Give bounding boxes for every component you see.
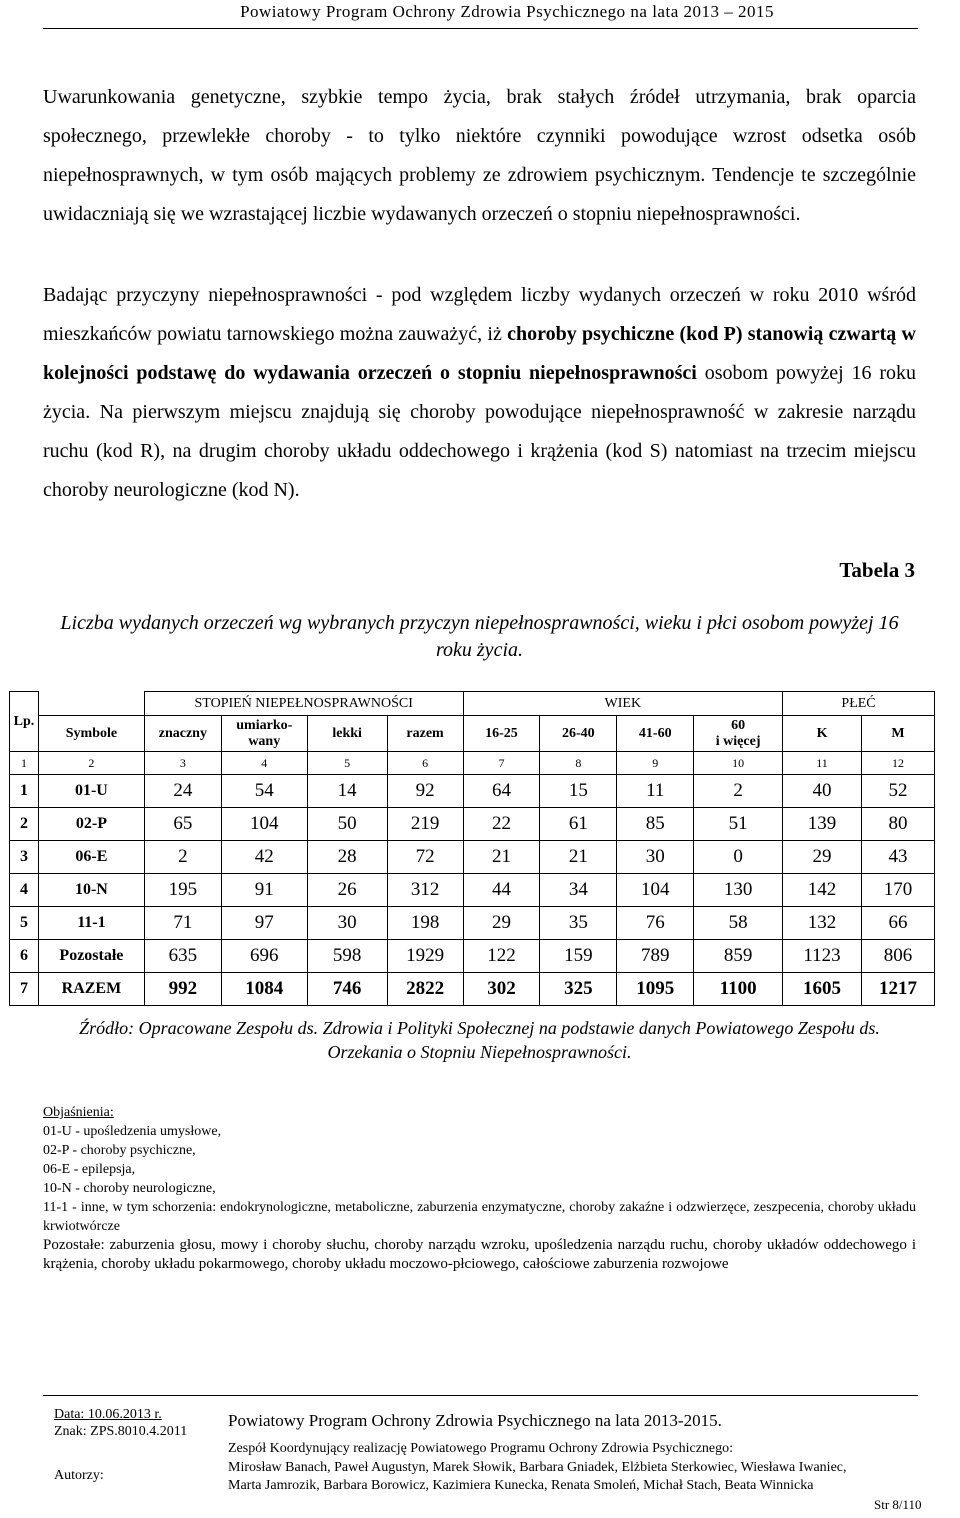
table-cell: 1084	[221, 973, 307, 1006]
table-cell: 0	[694, 841, 783, 874]
table-label: Tabela 3	[839, 558, 915, 582]
col-number: 11	[783, 752, 862, 775]
table-cell: 91	[221, 874, 307, 907]
table-source: Źródło: Opracowane Zespołu ds. Zdrowia i Polityki Społecznej na podstawie danych Powiatowego Zespołu ds. Orzekania o Stopniu Niepełnosprawności.	[79, 1018, 880, 1062]
table-cell: 80	[861, 808, 934, 841]
header-age-60-plus-2: i więcej	[715, 733, 761, 749]
header-znaczny: znaczny	[144, 716, 221, 752]
table-cell: 312	[387, 874, 463, 907]
table-cell: 14	[307, 775, 387, 808]
footer-names-2: Marta Jamrozik, Barbara Borowicz, Kazimiera Kunecka, Renata Smoleń, Michał Stach, Beata Winnicka	[228, 1478, 814, 1493]
note-item: 02-P - choroby psychiczne,	[43, 1143, 196, 1158]
table-cell: 1605	[783, 973, 862, 1006]
table-cell: 54	[221, 775, 307, 808]
table-cell: 746	[307, 973, 387, 1006]
table-cell: 104	[617, 874, 694, 907]
paragraph-analysis-part1: Badając przyczyny niepełnosprawności - pod względem liczby wydanych orzeczeń w roku 2010 wśród mieszkańców powiatu tarnowskiego można zauważyć, iż	[43, 284, 916, 345]
header-divider	[43, 28, 918, 29]
header-age-26-40: 26-40	[540, 716, 617, 752]
col-number: 5	[307, 752, 387, 775]
header-empty	[38, 692, 144, 716]
note-other: Pozostałe: zaburzenia głosu, mowy i choroby słuchu, choroby narządu wzroku, upośledzenia narządu ruchu, choroby układów oddechowego i krążenia, choroby układu pokarmowego, choroby układu moczowo-płciowego, całościowe zaburzenia rozwojowe	[43, 1237, 916, 1272]
table-row	[10, 940, 935, 973]
col-number: 3	[144, 752, 221, 775]
table-row	[10, 973, 935, 1006]
table-cell: 2822	[387, 973, 463, 1006]
table-row	[10, 907, 935, 940]
footer-names-1: Mirosław Banach, Paweł Augustyn, Marek Słowik, Barbara Gniadek, Elżbieta Sterkowiec, Wiesława Iwaniec,	[228, 1460, 847, 1475]
paragraph-analysis	[43, 276, 916, 510]
header-k: K	[783, 716, 862, 752]
page-header-title: Powiatowy Program Ochrony Zdrowia Psychicznego na lata 2013 – 2015	[240, 2, 774, 21]
col-number: 6	[387, 752, 463, 775]
table-cell: 21	[540, 841, 617, 874]
row-symbol: 11-1	[38, 907, 144, 940]
notes-title: Objaśnienia:	[43, 1105, 114, 1120]
table-cell: 29	[463, 907, 540, 940]
header-age-60-plus	[694, 716, 783, 752]
notes-section	[43, 1103, 916, 1274]
table-body	[10, 775, 935, 1006]
table-cell: 170	[861, 874, 934, 907]
table-cell: 92	[387, 775, 463, 808]
table-cell: 65	[144, 808, 221, 841]
table-cell: 198	[387, 907, 463, 940]
table-cell: 859	[694, 940, 783, 973]
table-cell: 1929	[387, 940, 463, 973]
paragraph-analysis-bold: choroby psychiczne (kod P) stanowią czwartą w kolejności podstawę do wydawania orzeczeń o stopniu niepełnosprawności	[43, 323, 916, 384]
col-number: 10	[694, 752, 783, 775]
header-lekki: lekki	[307, 716, 387, 752]
table-cell: 28	[307, 841, 387, 874]
header-umiarkowany-1: umiarko-	[236, 717, 293, 733]
footer-divider	[43, 1395, 918, 1396]
row-symbol: Pozostałe	[38, 940, 144, 973]
table-column-number-row	[10, 752, 935, 775]
row-number: 5	[10, 907, 39, 940]
table-cell: 64	[463, 775, 540, 808]
table-cell: 195	[144, 874, 221, 907]
table-cell: 42	[221, 841, 307, 874]
footer-team: Zespół Koordynujący realizację Powiatowego Programu Ochrony Zdrowia Psychicznego:	[228, 1441, 734, 1456]
header-degree: STOPIEŃ NIEPEŁNOSPRAWNOŚCI	[144, 692, 463, 716]
table-row	[10, 808, 935, 841]
table-cell: 1123	[783, 940, 862, 973]
row-number: 6	[10, 940, 39, 973]
table-cell: 61	[540, 808, 617, 841]
header-lp: Lp.	[10, 692, 39, 752]
table-caption: Liczba wydanych orzeczeń wg wybranych przyczyn niepełnosprawności, wieku i płci osobom powyżej 16 roku życia.	[60, 612, 899, 661]
table-cell: 789	[617, 940, 694, 973]
col-number: 1	[10, 752, 39, 775]
table-cell: 132	[783, 907, 862, 940]
table-cell: 15	[540, 775, 617, 808]
table-cell: 66	[861, 907, 934, 940]
col-number: 4	[221, 752, 307, 775]
table-row	[10, 841, 935, 874]
table-cell: 44	[463, 874, 540, 907]
table-cell: 130	[694, 874, 783, 907]
paragraph-analysis-part3: osobom powyżej 16 roku życia. Na pierwszym miejscu znajdują się choroby powodujące niepełnosprawność w zakresie narządu ruchu (kod R), na drugim choroby układu oddechowego i krążenia (kod S) natomiast na trzecim miejscu choroby neurologiczne (kod N).	[43, 362, 916, 501]
row-symbol: 06-E	[38, 841, 144, 874]
header-razem: razem	[387, 716, 463, 752]
table-cell: 122	[463, 940, 540, 973]
table-cell: 43	[861, 841, 934, 874]
header-symbole: Symbole	[38, 716, 144, 752]
header-age-41-60: 41-60	[617, 716, 694, 752]
row-symbol: 02-P	[38, 808, 144, 841]
table-cell: 58	[694, 907, 783, 940]
col-number: 7	[463, 752, 540, 775]
note-item: 01-U - upośledzenia umysłowe,	[43, 1124, 222, 1139]
table-cell: 635	[144, 940, 221, 973]
table-cell: 72	[387, 841, 463, 874]
disability-table	[9, 691, 935, 1006]
header-age-60-plus-1: 60	[731, 717, 746, 733]
table-cell: 52	[861, 775, 934, 808]
table-cell: 1217	[861, 973, 934, 1006]
header-umiarkowany	[221, 716, 307, 752]
header-age: WIEK	[463, 692, 783, 716]
header-umiarkowany-2: wany	[248, 733, 281, 749]
table-cell: 51	[694, 808, 783, 841]
table-cell: 97	[221, 907, 307, 940]
col-number: 2	[38, 752, 144, 775]
table-cell: 302	[463, 973, 540, 1006]
table-cell: 2	[694, 775, 783, 808]
table-row	[10, 874, 935, 907]
row-symbol: 10-N	[38, 874, 144, 907]
row-number: 1	[10, 775, 39, 808]
row-number: 4	[10, 874, 39, 907]
table-cell: 992	[144, 973, 221, 1006]
row-number: 7	[10, 973, 39, 1006]
table-cell: 22	[463, 808, 540, 841]
footer-authors-label: Autorzy:	[54, 1468, 104, 1483]
col-number: 12	[861, 752, 934, 775]
footer-sign: Znak: ZPS.8010.4.2011	[54, 1424, 188, 1439]
table-cell: 21	[463, 841, 540, 874]
table-group-header-row	[10, 692, 935, 716]
footer-page-number: Str 8/110	[874, 1497, 922, 1512]
table-cell: 139	[783, 808, 862, 841]
table-cell: 598	[307, 940, 387, 973]
table-cell: 11	[617, 775, 694, 808]
table-cell: 24	[144, 775, 221, 808]
table-cell: 29	[783, 841, 862, 874]
header-age-16-25: 16-25	[463, 716, 540, 752]
table-cell: 85	[617, 808, 694, 841]
table-cell: 696	[221, 940, 307, 973]
header-sex: PŁEĆ	[783, 692, 935, 716]
table-cell: 76	[617, 907, 694, 940]
footer-program: Powiatowy Program Ochrony Zdrowia Psychicznego na lata 2013-2015.	[228, 1411, 722, 1430]
row-symbol: 01-U	[38, 775, 144, 808]
table-cell: 50	[307, 808, 387, 841]
table-cell: 325	[540, 973, 617, 1006]
table-cell: 30	[617, 841, 694, 874]
table-cell: 71	[144, 907, 221, 940]
table-cell: 35	[540, 907, 617, 940]
note-item: 11-1 - inne, w tym schorzenia: endokrynologiczne, metaboliczne, zaburzenia enzymatyczne, choroby zakaźne i odzwierzęce, zeszpecenia, choroby układu krwiotwórcze	[43, 1200, 916, 1234]
footer-date: Data: 10.06.2013 r.	[54, 1407, 162, 1422]
header-m: M	[861, 716, 934, 752]
note-item: 10-N - choroby neurologiczne,	[43, 1181, 216, 1196]
paragraph-intro: Uwarunkowania genetyczne, szybkie tempo życia, brak stałych źródeł utrzymania, brak oparcia społecznego, przewlekłe choroby - to tylko niektóre czynniki powodujące wzrost odsetka osób niepełnosprawnych, w tym osób mających problemy ze zdrowiem psychicznym. Tendencje te szczególnie uwidaczniają się we wzrastającej liczbie wydawanych orzeczeń o stopniu niepełnosprawności.	[43, 86, 916, 225]
col-number: 8	[540, 752, 617, 775]
table-cell: 26	[307, 874, 387, 907]
table-cell: 1100	[694, 973, 783, 1006]
table-cell: 219	[387, 808, 463, 841]
row-number: 2	[10, 808, 39, 841]
table-row	[10, 775, 935, 808]
table-cell: 40	[783, 775, 862, 808]
table-cell: 104	[221, 808, 307, 841]
table-header-row	[10, 716, 935, 752]
table-cell: 30	[307, 907, 387, 940]
table-cell: 159	[540, 940, 617, 973]
row-symbol: RAZEM	[38, 973, 144, 1006]
table-cell: 2	[144, 841, 221, 874]
table-cell: 1095	[617, 973, 694, 1006]
note-item: 06-E - epilepsja,	[43, 1162, 136, 1177]
table-cell: 142	[783, 874, 862, 907]
col-number: 9	[617, 752, 694, 775]
table-cell: 806	[861, 940, 934, 973]
row-number: 3	[10, 841, 39, 874]
table-cell: 34	[540, 874, 617, 907]
